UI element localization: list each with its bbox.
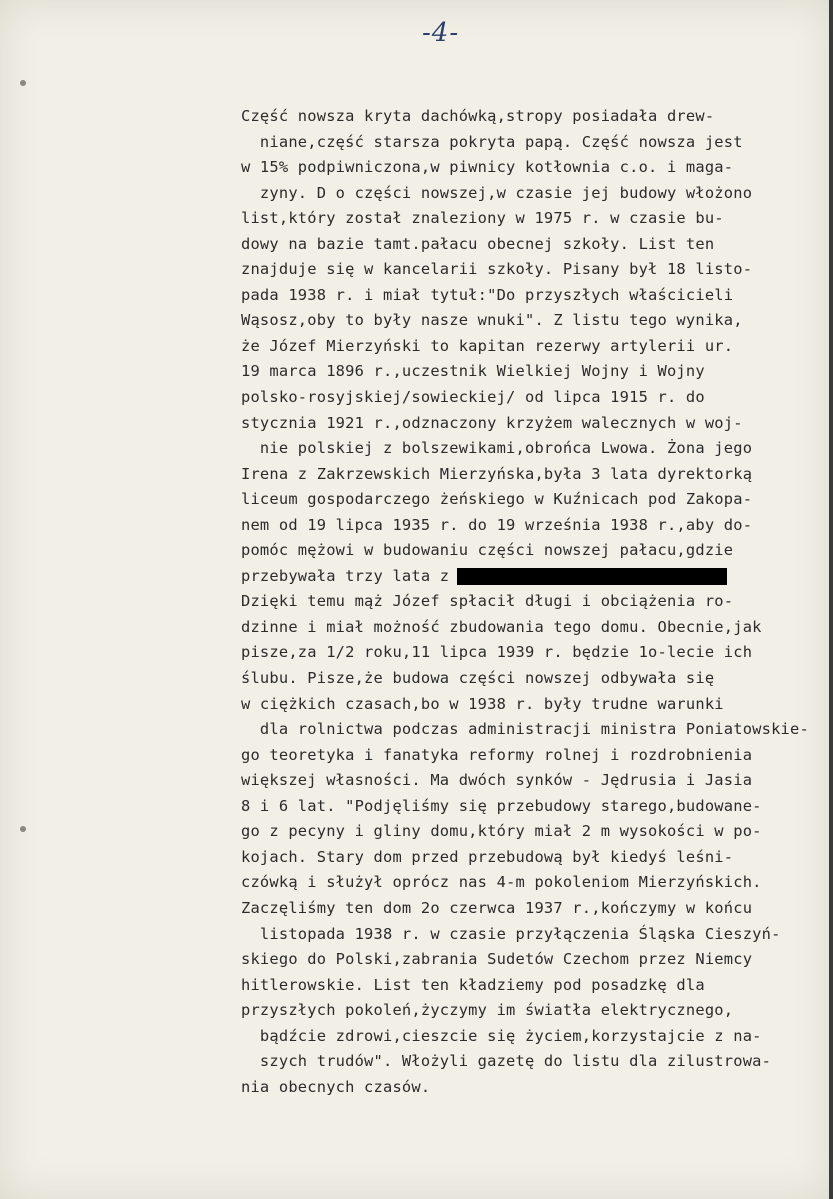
text-line: szych trudów". Włożyli gazetę do listu dla zilustrowa-	[241, 1052, 772, 1071]
text-line: Zaczęliśmy ten dom 2o czerwca 1937 r.,kończymy w końcu	[241, 898, 753, 917]
punch-hole-top	[20, 80, 26, 86]
text-line: nem od 19 lipca 1935 r. do 19 września 1938 r.,aby do-	[241, 515, 753, 534]
text-line: dzinne i miał możność zbudowania tego domu. Obecnie,jak	[241, 617, 762, 636]
text-line: niane,część starsza pokryta papą. Część nowsza jest	[241, 132, 743, 151]
scan-edge	[829, 0, 833, 1199]
text-line: go teoretyka i fanatyka reformy rolnej i rozdrobnienia	[241, 745, 753, 764]
redaction-bar	[457, 568, 727, 585]
text-line: liceum gospodarczego żeńskiego w Kuźnicach pod Zakopa-	[241, 490, 753, 509]
text-line: bądźcie zdrowi,cieszcie się życiem,korzystajcie z na-	[241, 1026, 762, 1045]
text-line: 8 i 6 lat. "Podjęliśmy się przebudowy starego,budowane-	[241, 796, 762, 815]
text-line: pomóc mężowi w budowaniu części nowszej pałacu,gdzie	[241, 541, 734, 560]
text-line: stycznia 1921 r.,odznaczony krzyżem walecznych w woj-	[241, 413, 743, 432]
text-line: pada 1938 r. i miał tytuł:"Do przyszłych właścicieli	[241, 285, 734, 304]
text-line: list,który został znaleziony w 1975 r. w czasie bu-	[241, 209, 724, 228]
text-line: znajduje się w kancelarii szkoły. Pisany był 18 listo-	[241, 260, 753, 279]
text-line-fragment: przebywała trzy lata z	[241, 566, 450, 585]
text-line: skiego do Polski,zabrania Sudetów Czechom przez Niemcy	[241, 950, 753, 969]
text-line: Wąsosz,oby to były nasze wnuki". Z listu tego wynika,	[241, 311, 743, 330]
text-line: w ciężkich czasach,bo w 1938 r. były trudne warunki	[241, 694, 724, 713]
text-line: polsko-rosyjskiej/sowieckiej/ od lipca 1915 r. do	[241, 388, 705, 407]
text-line: hitlerowskie. List ten kładziemy pod posadzkę dla	[241, 975, 705, 994]
text-line: pisze,za 1/2 roku,11 lipca 1939 r. będzie 1o-lecie ich	[241, 643, 753, 662]
text-line: przyszłych pokoleń,życzymy im światła elektrycznego,	[241, 1001, 734, 1020]
text-line: kojach. Stary dom przed przebudową był kiedyś leśni-	[241, 847, 734, 866]
text-line: ślubu. Pisze,że budowa części nowszej odbywała się	[241, 669, 715, 688]
text-line: czówką i służył oprócz nas 4-m pokoleniom Mierzyńskich.	[241, 873, 762, 892]
text-line: większej własności. Ma dwóch synków - Jędrusia i Jasia	[241, 771, 753, 790]
punch-hole-bottom	[20, 826, 26, 832]
typed-body-text	[241, 104, 826, 1100]
text-line: dowy na bazie tamt.pałacu obecnej szkoły. List ten	[241, 234, 715, 253]
text-line: nie polskiej z bolszewikami,obrońca Lwowa. Żona jego	[241, 439, 753, 458]
text-line: że Józef Mierzyński to kapitan rezerwy artylerii ur.	[241, 336, 734, 355]
text-line: nia obecnych czasów.	[241, 1077, 431, 1096]
page-number: -4-	[422, 18, 460, 48]
text-line-with-redaction	[241, 564, 826, 590]
text-line: Irena z Zakrzewskich Mierzyńska,była 3 lata dyrektorką	[241, 464, 753, 483]
text-line: listopada 1938 r. w czasie przyłączenia Śląska Cieszyń-	[241, 924, 781, 943]
text-line: 19 marca 1896 r.,uczestnik Wielkiej Wojny i Wojny	[241, 362, 705, 381]
text-line: dla rolnictwa podczas administracji ministra Poniatowskie-	[241, 720, 809, 739]
text-line: zyny. D o części nowszej,w czasie jej budowy włożono	[241, 183, 753, 202]
text-line: go z pecyny i gliny domu,który miał 2 m wysokości w po-	[241, 822, 762, 841]
text-line: w 15% podpiwniczona,w piwnicy kotłownia c.o. i maga-	[241, 158, 734, 177]
text-line: Część nowsza kryta dachówką,stropy posiadała drew-	[241, 107, 715, 125]
text-line: Dzięki temu mąż Józef spłacił długi i obciążenia ro-	[241, 592, 734, 611]
